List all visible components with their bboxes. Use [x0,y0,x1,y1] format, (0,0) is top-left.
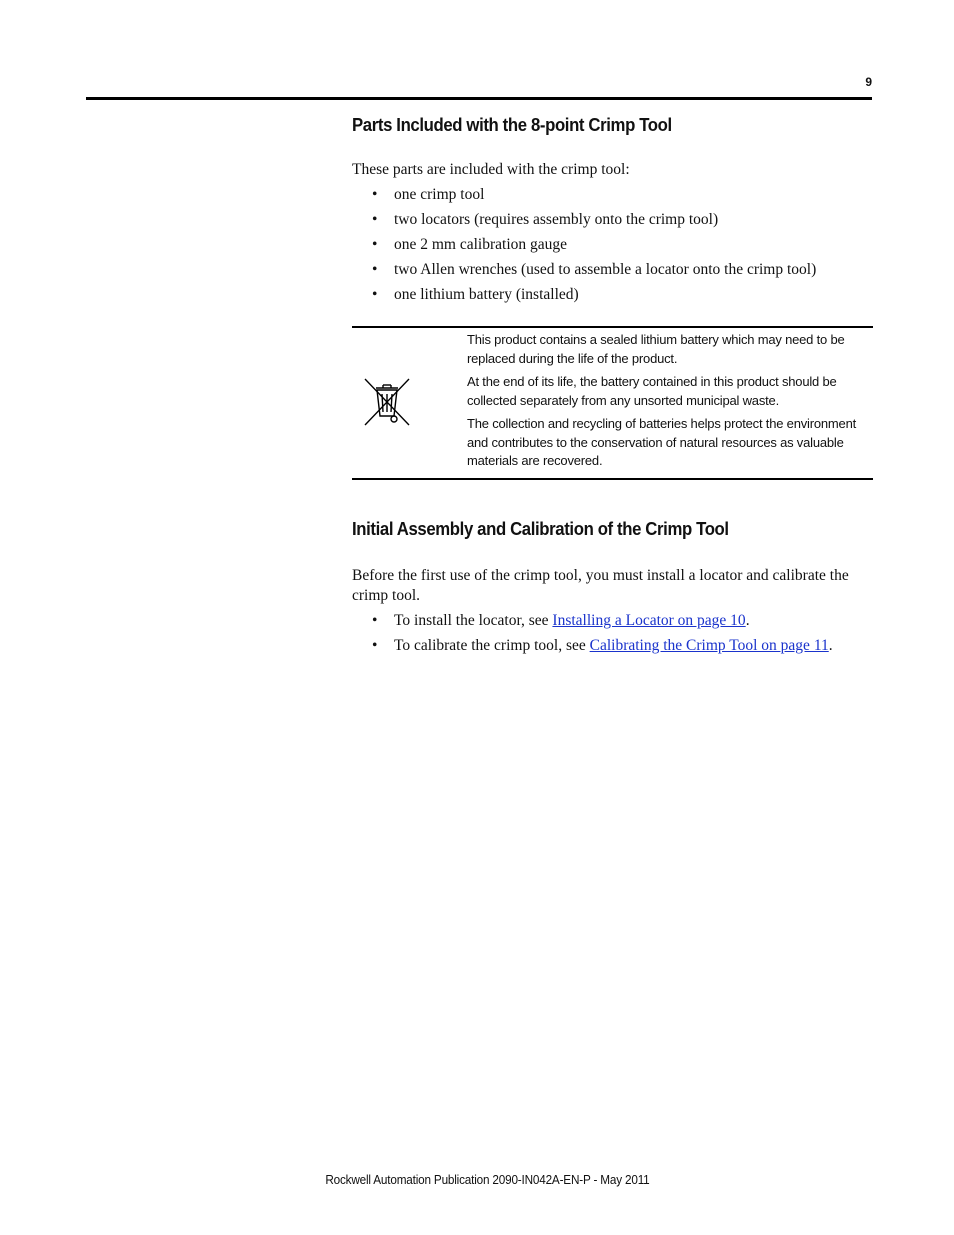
list-item: • two locators (requires assembly onto the crimp tool) [372,211,719,228]
link-installing-locator[interactable]: Installing a Locator on page 10 [552,612,746,629]
assembly-list [352,611,872,661]
notice-paragraph: This product contains a sealed lithium battery which may need to be replaced during the life of the product. [467,332,845,366]
list-item: • one lithium battery (installed) [372,286,579,303]
footer [0,1173,954,1187]
page-number: 9 [865,75,872,89]
header-rule [86,97,872,100]
link-calibrating-crimp-tool[interactable]: Calibrating the Crimp Tool on page 11 [589,637,829,654]
bullet-icon: • [372,211,378,228]
parts-intro: These parts are included with the crimp tool: [352,161,630,178]
notice-paragraph: At the end of its life, the battery contained in this product should be collected separately from any unsorted municipal waste. [467,374,837,408]
battery-notice [352,326,873,480]
notice-paragraph: The collection and recycling of batteries helps protect the environment and contributes to the conservation of natural resources as valuable materials are recovered. [467,416,857,468]
notice-text [467,331,871,476]
bullet-icon: • [372,637,378,654]
list-item: • To calibrate the crimp tool, see Calibrating the Crimp Tool on page 11. [372,637,833,654]
bullet-icon: • [372,286,378,303]
bullet-icon: • [372,261,378,278]
parts-list [352,185,872,310]
list-item: • To install the locator, see Installing a Locator on page 10. [372,612,750,629]
crossed-out-wheelie-bin-icon [362,376,412,428]
bullet-icon: • [372,612,378,629]
list-item: • two Allen wrenches (used to assemble a locator onto the crimp tool) [372,261,817,278]
list-item: • one 2 mm calibration gauge [372,236,568,253]
section-title-initial-assembly: Initial Assembly and Calibration of the Crimp Tool [352,519,729,539]
bullet-icon: • [372,236,378,253]
list-item: • one crimp tool [372,186,485,203]
publication-info: Rockwell Automation Publication 2090-IN042A-EN-P - May 2011 [324,1173,650,1187]
bullet-icon: • [372,186,378,203]
assembly-intro: Before the first use of the crimp tool, you must install a locator and calibrate the crimp tool. [352,567,849,604]
section-title-parts-included: Parts Included with the 8-point Crimp Tool [352,115,672,135]
